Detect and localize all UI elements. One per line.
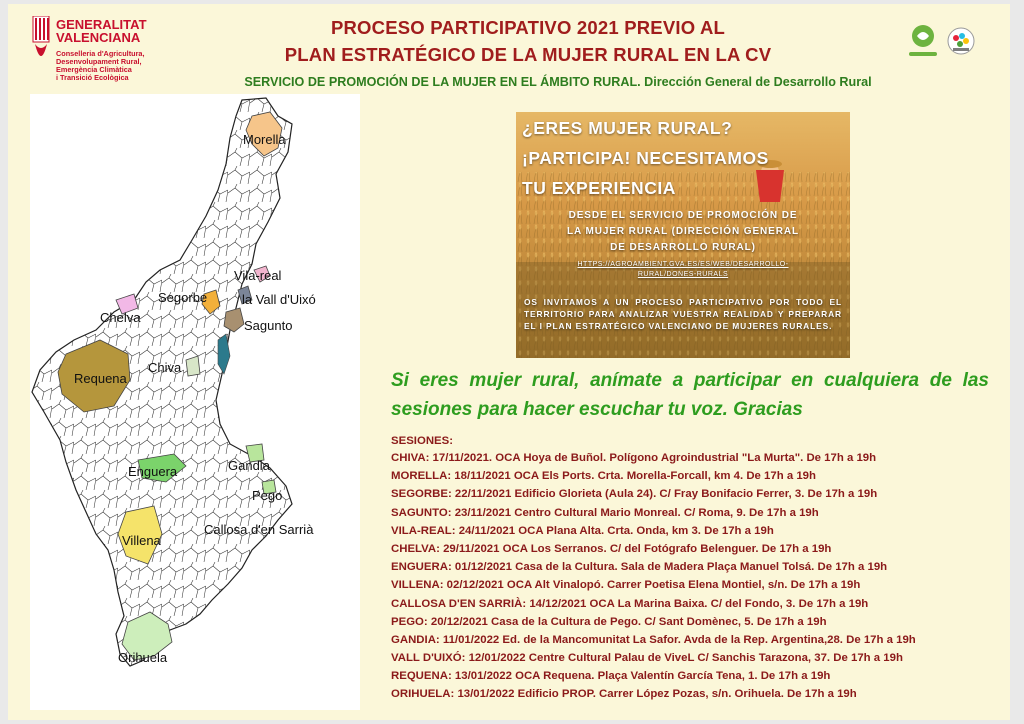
map-label-pego: Pego bbox=[252, 488, 283, 503]
session-item: ENGUERA: 01/12/2021 Casa de la Cultura. Sala de Madera Plaça Manuel Tolsá. De 17h a 19h bbox=[391, 561, 888, 574]
conselleria-line: i Transició Ecològica bbox=[56, 73, 129, 82]
promo-heading-2: ¡PARTICIPA! NECESITAMOS bbox=[522, 148, 769, 168]
generalitat-name-line1: GENERALITAT bbox=[56, 17, 147, 32]
promo-body-line: LA MUJER RURAL (DIRECCIÓN GENERAL bbox=[567, 226, 799, 237]
map-label-morella: Morella bbox=[243, 132, 286, 147]
generalitat-name bbox=[56, 18, 147, 44]
conselleria-line: Conselleria d'Agricultura, bbox=[56, 49, 145, 58]
promo-url-link[interactable] bbox=[526, 260, 840, 280]
session-item: VILLENA: 02/12/2021 OCA Alt Vinalopó. Carrer Poetisa Elena Montiel, s/n. De 17h a 19h bbox=[391, 579, 861, 592]
promo-body bbox=[526, 208, 840, 256]
session-item: PEGO: 20/12/2021 Casa de la Cultura de Pego. C/ Sant Domènec, 5. De 17h a 19h bbox=[391, 615, 827, 628]
map-label-villena: Villena bbox=[122, 533, 161, 548]
map-label-chiva: Chiva bbox=[148, 360, 182, 375]
promo-heading-1: ¿ERES MUJER RURAL? bbox=[522, 118, 733, 138]
session-item: SEGORBE: 22/11/2021 Edificio Glorieta (Aula 24). C/ Fray Bonifacio Ferrer, 3. De 17h a 19h bbox=[391, 488, 878, 501]
map-label-vila-real: Vila-real bbox=[234, 268, 282, 283]
session-item: CALLOSA D'EN SARRIÀ: 14/12/2021 OCA La Marina Baixa. C/ del Fondo, 3. De 17h a 19h bbox=[391, 597, 869, 610]
session-item: REQUENA: 13/01/2022 OCA Requena. Plaça Valentín García Tena, 1. De 17h a 19h bbox=[391, 670, 831, 683]
promo-url-line[interactable]: RURAL/DONES-RURALS bbox=[637, 271, 729, 278]
map-label-sagunto: Sagunto bbox=[244, 318, 293, 333]
promo-body-line: DE DESARROLLO RURAL) bbox=[610, 242, 756, 253]
promo-invite-text: OS INVITAMOS A UN PROCESO PARTICIPATIVO POR TODO EL TERRITORIO PARA ANALIZAR VUESTRA REALIDAD Y PREPARAR EL I PLAN ESTRATÉGICO VALENCIANO DE MUJERES RURALES. bbox=[524, 297, 842, 331]
mundubat-logo-icon bbox=[905, 22, 941, 60]
page-subtitle: SERVICIO DE PROMOCIÓN DE LA MUJER EN EL ÁMBITO RURAL. Dirección General de Desarrollo Rural bbox=[244, 75, 872, 89]
page-title-line1: PROCESO PARTICIPATIVO 2021 PREVIO AL bbox=[330, 17, 726, 38]
chiva-area bbox=[186, 356, 200, 376]
session-item: VILA-REAL: 24/11/2021 OCA Plana Alta. Crta. Onda, km 3. De 17h a 19h bbox=[391, 524, 774, 537]
session-item: MORELLA: 18/11/2021 OCA Els Ports. Crta. Morella-Forcall, km 4. De 17h a 19h bbox=[391, 470, 816, 483]
promo-heading-3: TU EXPERIENCIA bbox=[522, 178, 676, 198]
map-label-segorbe: Segorbe bbox=[158, 290, 208, 305]
session-item: GANDIA: 11/01/2022 Ed. de la Mancomunitat La Safor. Avda de la Rep. Argentina,28. De 17h a 19h bbox=[391, 633, 916, 646]
conselleria-line: Emergència Climàtica bbox=[56, 65, 132, 74]
promo-url-line[interactable]: HTTPS://AGROAMBIENT.GVA.ES/ES/WEB/DESARROLLO- bbox=[577, 261, 789, 268]
session-item: VALL D'UIXÓ: 12/01/2022 Centre Cultural Palau de ViveL C/ Sanchis Tarazona, 37. De 17h a 19h bbox=[391, 652, 903, 665]
valencia-map bbox=[30, 94, 360, 710]
ods-logo-icon bbox=[946, 26, 976, 56]
sessions-list bbox=[391, 434, 1010, 704]
poster bbox=[8, 4, 1010, 720]
municipalities-map bbox=[30, 94, 360, 710]
page-title-line2: PLAN ESTRATÉGICO DE LA MUJER RURAL EN LA CV bbox=[284, 44, 772, 65]
promo-panel bbox=[516, 112, 850, 358]
promo-body-line: DESDE EL SERVICIO DE PROMOCIÓN DE bbox=[568, 210, 798, 221]
conselleria-line: Desenvolupament Rural, bbox=[56, 57, 142, 66]
session-item: SAGUNTO: 23/11/2021 Centro Cultural Mario Monreal. C/ Roma, 9. De 17h a 19h bbox=[391, 506, 819, 519]
map-label-vall-uixo: la Vall d'Uixó bbox=[242, 292, 316, 307]
sessions-header: SESIONES: bbox=[391, 435, 454, 447]
map-label-chelva: Chelva bbox=[100, 310, 141, 325]
map-label-orihuela: Orihuela bbox=[118, 650, 168, 665]
map-label-enguera: Enguera bbox=[128, 464, 178, 479]
invite-text: Si eres mujer rural, anímate a participar en cualquiera de las sesiones para hacer escuchar tu voz. Gracias bbox=[391, 370, 989, 420]
session-item: CHIVA: 17/11/2021. OCA Hoya de Buñol. Polígono Agroindustrial "La Murta". De 17h a 19h bbox=[391, 452, 877, 464]
session-item: ORIHUELA: 13/01/2022 Edificio PROP. Carrer López Pozas, s/n. Orihuela. De 17h a 19h bbox=[391, 688, 857, 701]
map-label-requena: Requena bbox=[74, 371, 127, 386]
session-item: CHELVA: 29/11/2021 OCA Los Serranos. C/ del Fotógrafo Belenguer. De 17h a 19h bbox=[391, 542, 832, 555]
generalitat-emblem-icon bbox=[32, 16, 50, 56]
generalitat-name-line2: VALENCIANA bbox=[56, 30, 141, 45]
map-label-callosa: Callosa d'en Sarrià bbox=[204, 522, 314, 537]
map-label-gandia: Gandia bbox=[228, 458, 270, 473]
